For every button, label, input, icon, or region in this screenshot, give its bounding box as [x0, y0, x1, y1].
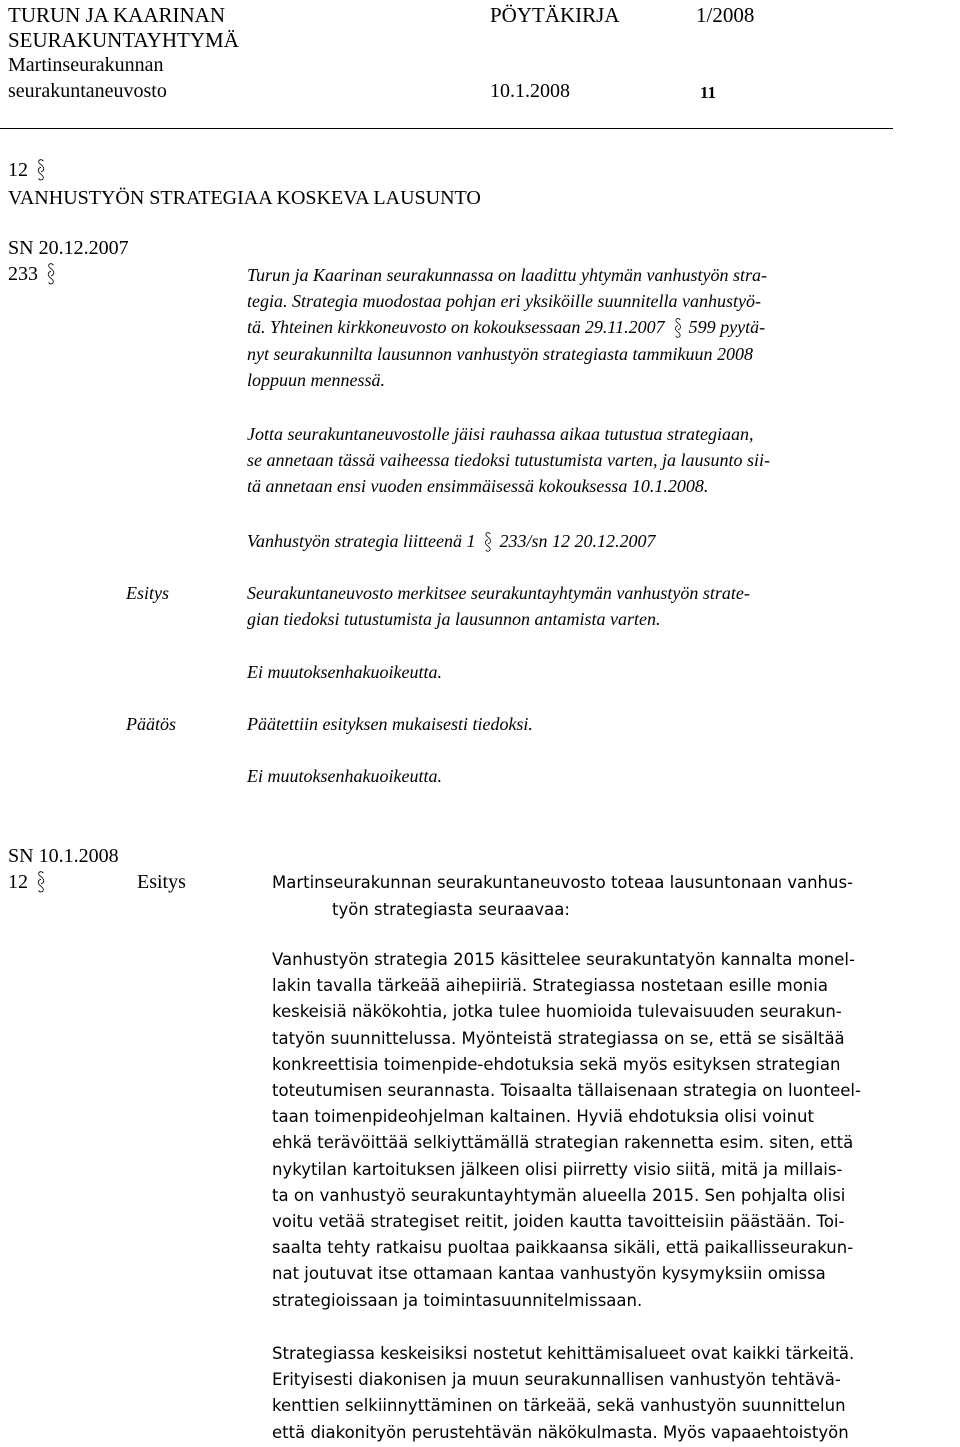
page-number: 11: [700, 83, 717, 102]
text-line: tä annetaan ensi vuoden ensimmäisessä kokouksessa 10.1.2008.: [247, 476, 709, 496]
text-line: Seurakuntaneuvosto merkitsee seurakuntayhtymän vanhustyön strate-: [247, 583, 750, 603]
no-appeal-note-1: Ei muutoksenhakuoikeutta.: [247, 662, 442, 682]
proposal-label: Esitys: [126, 583, 169, 603]
section-sign-icon: [46, 262, 56, 288]
item-number: 12: [8, 159, 28, 181]
text-line: kenttien selkiinnyttäminen on tärkeää, sekä vanhustyön suunnittelun: [272, 1396, 846, 1416]
prior-date-line: SN 20.12.2007: [8, 237, 129, 259]
text-line: Strategiassa keskeisiksi nostetut kehittämisalueet ovat kaikki tärkeitä.: [272, 1344, 855, 1363]
current-intro-line-2: työn strategiasta seuraavaa:: [332, 900, 570, 919]
text-line: gian tiedoksi tutustumista ja lausunnon antamista varten.: [247, 609, 661, 629]
section-sign-icon: [36, 158, 46, 184]
attachment-line: Vanhustyön strategia liitteenä 1 233/sn 12 20.12.2007: [247, 528, 656, 555]
text-line: lakin tavalla tärkeää aihepiiriä. Strategiassa nostetaan esille monia: [272, 976, 828, 996]
statement-paragraph-2: [272, 1341, 854, 1446]
text-line: että diakonityön perustehtävän näkökulmasta. Myös vapaaehtoistyön: [272, 1422, 849, 1442]
text-line: loppuun mennessä.: [247, 369, 385, 390]
text-line: saalta tehty ratkaisu puoltaa paikkaansa sikäli, että paikallisseurakun-: [272, 1238, 854, 1258]
text-line: ehkä terävöittää selkiyttämällä strategian rakennetta esim. siten, että: [272, 1133, 854, 1153]
prior-paragraph-1: [247, 262, 767, 393]
doc-type: PÖYTÄKIRJA: [490, 3, 620, 27]
text-line: keskeisiä näkökohtia, jotka tulee huomioida tulevaisuuden seurakun-: [272, 1002, 842, 1022]
text-line: nykytilan kartoituksen jälkeen olisi piirretty visio siitä, mitä ja millais-: [272, 1159, 843, 1179]
text-line: ta on vanhustyö seurakuntayhtymän alueella 2015. Sen pohjalta olisi: [272, 1185, 846, 1205]
org-name-line3: Martinseurakunnan: [8, 54, 164, 76]
proposal-text: [247, 580, 750, 632]
meeting-date: 10.1.2008: [490, 80, 570, 102]
header-rule: [0, 128, 893, 129]
text-line: Jotta seurakuntaneuvostolle jäisi rauhassa aikaa tutustua strategiaan,: [247, 424, 754, 444]
decision-label: Päätös: [126, 714, 177, 734]
text-line: nyt seurakunnilta lausunnon vanhustyön strategiasta tammikuun 2008: [247, 343, 753, 364]
text-line: se annetaan tässä vaiheessa tiedoksi tutustumista varten, ja lausunto sii-: [247, 450, 770, 470]
text-line: Turun ja Kaarinan seurakunnassa on laadittu yhtymän vanhustyön stra-: [247, 265, 768, 285]
text-line: strategioissaan ja toimintasuunnitelmissaan.: [272, 1290, 643, 1310]
current-intro-line-1: Martinseurakunnan seurakuntaneuvosto toteaa lausuntonaan vanhus-: [272, 873, 854, 892]
prior-paragraph-2: [247, 421, 770, 499]
doc-number: 1/2008: [696, 3, 755, 27]
item-title: VANHUSTYÖN STRATEGIAA KOSKEVA LAUSUNTO: [8, 187, 481, 209]
no-appeal-note-2: Ei muutoksenhakuoikeutta.: [247, 766, 442, 786]
text-line: konkreettisia toimenpide-ehdotuksia sekä myös esityksen strategian: [272, 1054, 841, 1074]
org-name-line4: seurakuntaneuvosto: [8, 80, 167, 102]
current-proposal-label: Esitys: [137, 871, 186, 893]
prior-section-line: [8, 262, 56, 288]
decision-text: Päätettiin esityksen mukaisesti tiedoksi.: [247, 714, 533, 734]
text-line: tatyön suunnittelussa. Myönteistä strategiassa on se, että se sisältää: [272, 1028, 845, 1048]
org-name-line2: SEURAKUNTAYHTYMÄ: [8, 28, 239, 52]
text-line: tä. Yhteinen kirkkoneuvosto on kokouksessaan 29.11.2007 599 pyytä-: [247, 314, 767, 341]
current-section-line: [8, 870, 46, 896]
prior-section-number: 233: [8, 263, 38, 285]
section-sign-icon: [483, 531, 493, 555]
section-sign-icon: [36, 870, 46, 896]
text-line: nat joutuvat itse ottamaan kantaa vanhustyön kysymyksiin omissa: [272, 1264, 826, 1284]
text-line: tegia. Strategia muodostaa pohjan eri yksiköille suunnitella vanhustyö-: [247, 291, 761, 311]
current-date-line: SN 10.1.2008: [8, 845, 119, 867]
org-name-line1: TURUN JA KAARINAN: [8, 3, 226, 27]
current-section-number: 12: [8, 871, 28, 893]
text-line: Vanhustyön strategia 2015 käsittelee seurakuntatyön kannalta monel-: [272, 950, 855, 969]
text-line: Erityisesti diakonisen ja muun seurakunnallisen vanhustyön tehtävä-: [272, 1370, 841, 1390]
text-line: voitu vetää strategiset reitit, joiden kautta tavoitteisiin päästään. Toi-: [272, 1212, 845, 1232]
text-line: taan toimenpideohjelman kaltainen. Hyviä ehdotuksia olisi voinut: [272, 1107, 814, 1127]
statement-paragraph-1: [272, 947, 861, 1314]
text-line: toteutumisen seurannasta. Toisaalta tällaisenaan strategia on luonteel-: [272, 1081, 861, 1101]
item-number-line: [8, 158, 46, 184]
section-sign-icon: [673, 317, 683, 341]
